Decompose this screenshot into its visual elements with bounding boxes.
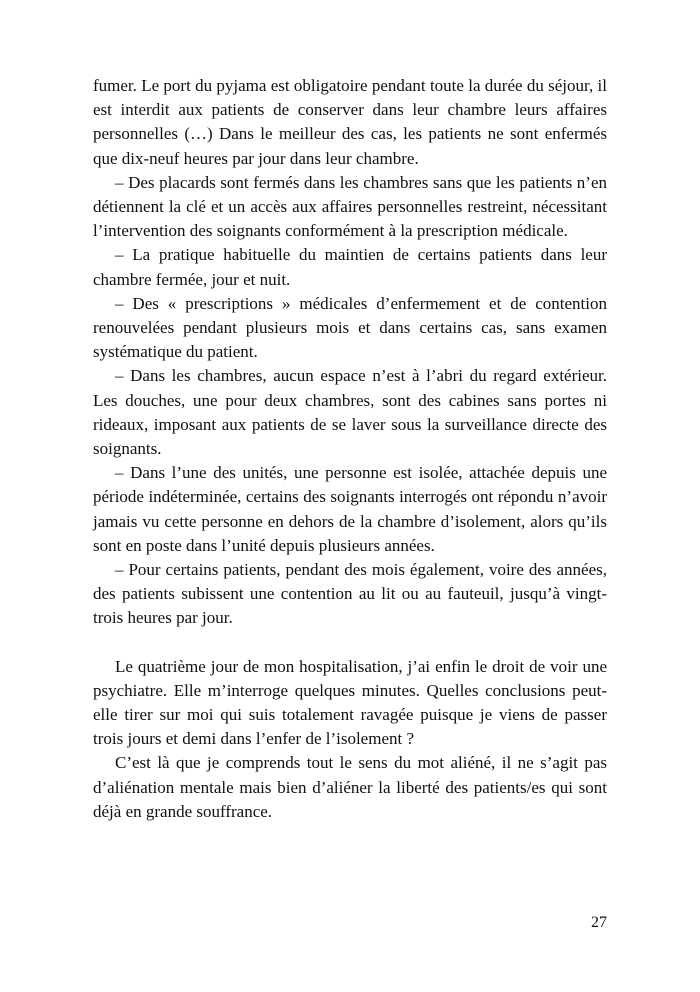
paragraph-list-item-prescriptions: – Des « prescriptions » médicales d’enfermement et de contention renouvelées pendant plusieurs mois et dans certains cas, sans examen systématique du patient. <box>93 293 607 362</box>
paragraph-list-item-chambres: – Dans les chambres, aucun espace n’est à l’abri du regard extérieur. Les douches, une pour deux chambres, sont des cabines sans portes ni rideaux, imposant aux patients de se laver sous la surveillance directe des soignants. <box>93 366 607 459</box>
paragraph-list-item-unites: – Dans l’une des unités, une personne est isolée, attachée depuis une période indéterminée, certains des soignants interrogés ont répondu n’avoir jamais vu cette personne en dehors de la chambre d’isolement, alors qu’ils sont en poste dans l’unité depuis plusieurs années. <box>93 463 607 555</box>
paragraph-aliene: C’est là que je comprends tout le sens du mot aliéné, il ne s’agit pas d’aliénation mentale mais bien d’aliéner la liberté des patients/es qui sont déjà en grande souffrance. <box>93 753 607 821</box>
paragraph-list-item-contention: – Pour certains patients, pendant des mois également, voire des années, des patients subissent une contention au lit ou au fauteuil, jusqu’à vingt-trois heures par jour. <box>93 560 607 628</box>
paragraph-continuation: fumer. Le port du pyjama est obligatoire pendant toute la durée du séjour, il est interdit aux patients de conserver dans leur chambre leurs affaires personnelles (…) Dans le meilleur des cas, les patients ne sont enfermés que dix-neuf heures par jour dans leur chambre. <box>93 76 607 168</box>
body-text <box>93 74 607 824</box>
paragraph-list-item-placards: – Des placards sont fermés dans les chambres sans que les patients n’en détiennent la clé et un accès aux affaires personnelles restreint, nécessitant l’intervention des soignants conformément à la prescription médicale. <box>93 172 607 241</box>
paragraph-list-item-maintien: – La pratique habituelle du maintien de certains patients dans leur chambre fermée, jour et nuit. <box>93 245 607 289</box>
page-number: 27 <box>591 914 607 931</box>
paragraph-quatrieme-jour: Le quatrième jour de mon hospitalisation, j’ai enfin le droit de voir une psychiatre. Elle m’interroge quelques minutes. Quelles conclusions peut-elle tirer sur moi qui suis totalement ravagée puisque je viens de passer trois jours et demi dans l’enfer de l’isolement ? <box>93 656 607 749</box>
